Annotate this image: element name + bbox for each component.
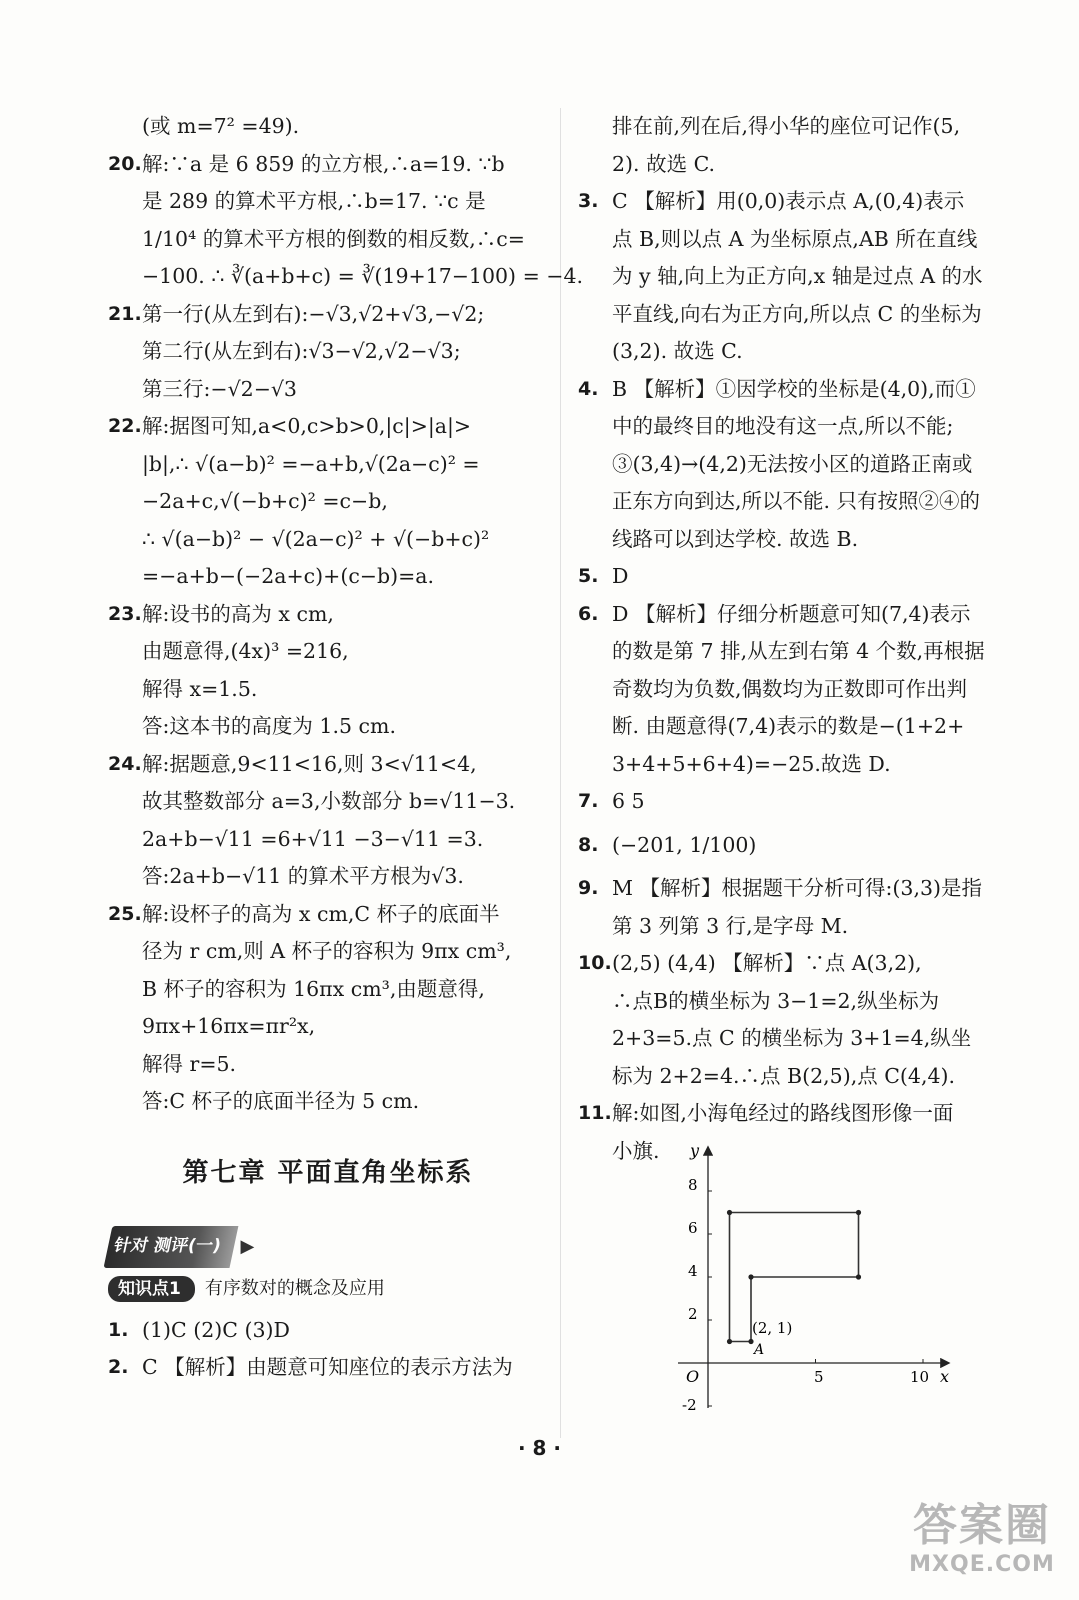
origin-label: O	[686, 1367, 700, 1386]
y-tick-label-2: 2	[688, 1305, 698, 1323]
answer-item-1: 1. (1)C (2)C (3)D	[108, 1317, 290, 1342]
page-number: · 8 ·	[517, 1436, 562, 1460]
banner-label: 针对 测评(一)	[104, 1226, 239, 1268]
y-tick-label-6: 6	[688, 1219, 698, 1237]
watermark-site: MXQE.COM	[909, 1552, 1055, 1577]
y-tick-label-8: 8	[688, 1176, 698, 1194]
path-vertex	[748, 1339, 753, 1344]
answer-item-7: 7. 6 5	[578, 789, 645, 813]
left-column	[108, 108, 584, 1387]
y-tick-label-neg2: -2	[682, 1396, 697, 1414]
point-coordinate-label: (2, 1)	[752, 1319, 793, 1337]
answer-item-8: 8. (−201, 1/100)	[578, 832, 757, 857]
path-vertex	[856, 1210, 861, 1215]
answer-item-20: 20. 解:∵a 是 6 859 的立方根,∴a=19. ∵b 是 289 的算术平方根,∴b=17. ∵c 是 1/10⁴ 的算术平方根的倒数的相反数,∴c= −100. ∴ ∛(a+b+c) = ∛(19+17−100) = −4.	[108, 151, 584, 288]
column-divider	[560, 108, 561, 1438]
x-tick-label-5: 5	[814, 1368, 824, 1386]
path-vertex	[727, 1339, 732, 1344]
knowledge-point-tag: 知识点1	[108, 1276, 195, 1302]
answer-item-2: 2. C 【解析】由题意可知座位的表示方法为	[108, 1355, 513, 1379]
y-axis-label: y	[690, 1141, 700, 1160]
path-vertex	[727, 1210, 732, 1215]
answer-item-25: 25. 解:设杯子的高为 x cm,C 杯子的底面半 径为 r cm,则 A 杯子的容积为 9πx cm³, B 杯子的容积为 16πx cm³,由题意得, 9πx+16πx=πr²x, 解得 r=5. 答:C 杯子的底面半径为 5 cm.	[108, 901, 512, 1113]
answer-item-9: 9. M 【解析】根据题干分析可得:(3,3)是指 第 3 列第 3 行,是字母 M.	[578, 876, 983, 938]
answer-item-11: 11. 解:如图,小海龟经过的路线图形像一面 小旗.	[578, 1101, 954, 1163]
answer-item-10: 10. (2,5) (4,4) 【解析】∵点 A(3,2), ∴点B的横坐标为 3−1=2,纵坐标为 2+3=5.点 C 的横坐标为 3+1=4,纵坐 标为 2+2=4.∴点 B(2,5),点 C(4,4).	[578, 951, 972, 1088]
watermark-logo: 答案圈	[913, 1500, 1051, 1551]
answer-item-6: 6. D 【解析】仔细分析题意可知(7,4)表示 的数是第 7 排,从左到右第 4 个数,再根据 奇数均为负数,偶数均为正数即可作出判 断. 由题意得(7,4)表示的数是−(1+2+ 3+4+5+6+4)=−25.故选 D.	[578, 601, 985, 776]
answer-item-5: 5. D	[578, 564, 629, 588]
watermark	[907, 1500, 1057, 1590]
continued-line: 2). 故选 C.	[612, 151, 716, 176]
answer-item-4: 4. B 【解析】①因学校的坐标是(4,0),而① 中的最终目的地没有这一点,所以不能; ③(3,4)→(4,2)无法按小区的道路正南或 正东方向到达,所以不能. 只有按照②④的 线路可以到达学校. 故选 B.	[578, 376, 981, 551]
answer-item-3: 3. C 【解析】用(0,0)表示点 A,(0,4)表示 点 B,则以点 A 为坐标原点,AB 所在直线 为 y 轴,向上为正方向,x 轴是过点 A 的水 平直线,向右为正方向,所以点 C 的坐标为 (3,2). 故选 C.	[578, 189, 983, 363]
y-tick-label-4: 4	[688, 1262, 698, 1280]
arrow-right-icon: ▶	[240, 1236, 255, 1258]
answer-item-24: 24. 解:据题意,9<11<16,则 3<√11<4, 故其整数部分 a=3,小数部分 b=√11−3. 2a+b−√11 =6+√11 −3−√11 =3. 答:2a+b−√11 的算术平方根为√3.	[108, 751, 516, 888]
continued-line: 排在前,列在后,得小华的座位可记作(5,	[612, 114, 961, 138]
x-axis-label: x	[940, 1367, 950, 1386]
continued-line: (或 m=7² =49).	[142, 114, 300, 138]
right-column	[578, 108, 1023, 1170]
path-vertex	[748, 1274, 753, 1279]
x-tick-label-10: 10	[910, 1368, 930, 1386]
answer-item-22: 22. 解:据图可知,a<0,c>b>0,|c|>|a|> |b|,∴ √(a−b)² =−a+b,√(2a−c)² = −2a+c,√(−b+c)² =c−b, ∴ √(a−b)² − √(2a−c)² + √(−b+c)² =−a+b−(−2a+c)+(c−b)=a.	[108, 414, 490, 588]
knowledge-point-header	[108, 1270, 548, 1308]
point-a-label: A	[754, 1342, 765, 1358]
knowledge-point-title: 有序数对的概念及应用	[204, 1278, 385, 1299]
section-banner	[108, 1232, 548, 1262]
chapter-title: 第七章 平面直角坐标系	[182, 1157, 474, 1188]
turtle-path-graph	[658, 1128, 958, 1418]
path-vertex	[856, 1274, 861, 1279]
answer-item-21: 21. 第一行(从左到右):−√3,√2+√3,−√2; 第二行(从左到右):√3−√2,√2−√3; 第三行:−√2−√3	[108, 301, 485, 401]
answer-item-23: 23. 解:设书的高为 x cm, 由题意得,(4x)³ =216, 解得 x=1.5. 答:这本书的高度为 1.5 cm.	[108, 601, 396, 738]
